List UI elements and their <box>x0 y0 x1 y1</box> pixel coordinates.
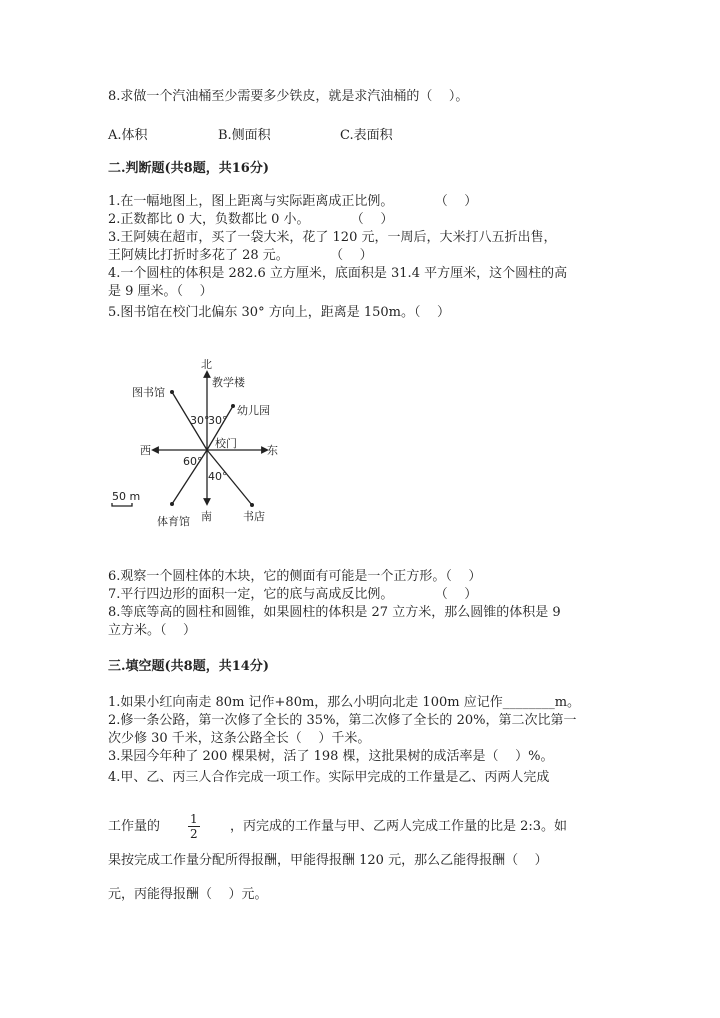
fill-line: 4.甲、乙、丙三人合作完成一项工作。实际甲完成的工作量是乙、丙两人完成 <box>108 770 550 785</box>
tf-line: 6.观察一个圆柱体的木块，它的侧面有可能是一个正方形。（ ） <box>108 569 482 584</box>
fraction-denominator: 2 <box>190 827 198 841</box>
question-8: 8.求做一个汽油桶至少需要多少铁皮，就是求汽油桶的（ ）。 <box>108 89 469 104</box>
scale-label: 50 m <box>112 490 141 503</box>
label-west: 西 <box>140 444 151 457</box>
section2-heading: 二.判断题(共8题，共16分) <box>108 161 269 176</box>
label-teaching-building: 教学楼 <box>212 376 245 389</box>
label-gym: 体育馆 <box>157 515 190 528</box>
fill-line: 1.如果小红向南走 80m 记作+80m，那么小明向北走 100m 应记作________m。 <box>108 695 581 710</box>
angle-bookstore: 40° <box>208 470 228 483</box>
label-north: 北 <box>201 358 212 371</box>
tf-line: 3.王阿姨在超市，买了一袋大米，花了 120 元，一周后，大米打八五折出售， <box>108 230 557 245</box>
tf-line: 5.图书馆在校门北偏东 30° 方向上，距离是 150m。（ ） <box>108 305 451 320</box>
angle-library: 30° <box>190 414 210 427</box>
option-b[interactable]: B.侧面积 <box>218 128 271 143</box>
fill-line: 元，丙能得报酬（ ）元。 <box>108 887 268 902</box>
tf-line: 王阿姨比打折时多花了 28 元。 （ ） <box>108 248 373 263</box>
label-east: 东 <box>267 444 278 457</box>
fraction-numerator: 1 <box>190 812 198 826</box>
angle-gym: 60° <box>183 455 203 468</box>
fill-line: ，丙完成的工作量与甲、乙两人完成工作量的比是 2:3。如 <box>230 819 568 834</box>
tf-line: 7.平行四边形的面积一定，它的底与高成反比例。 （ ） <box>108 587 478 602</box>
tf-line: 立方米。（ ） <box>108 623 197 638</box>
fill-line: 2.修一条公路，第一次修了全长的 35%，第二次修了全长的 20%，第二次比第一 <box>108 713 577 728</box>
label-school-gate: 校门 <box>215 437 237 450</box>
tf-line: 是 9 厘米。（ ） <box>108 284 213 299</box>
fill-line: 工作量的 <box>108 819 161 834</box>
tf-line: 1.在一幅地图上，图上距离与实际距离成正比例。 （ ） <box>108 194 478 209</box>
label-kindergarten: 幼儿园 <box>237 404 270 417</box>
option-a[interactable]: A.体积 <box>108 128 148 143</box>
label-library: 图书馆 <box>132 386 165 399</box>
fill-line: 果按完成工作量分配所得报酬，甲能得报酬 120 元，那么乙能得报酬（ ） <box>108 853 548 868</box>
fill-line: 次少修 30 千米，这条公路全长（ ）千米。 <box>108 731 371 746</box>
tf-line: 2.正数都比 0 大，负数都比 0 小。 （ ） <box>108 212 394 227</box>
direction-diagram <box>100 350 300 530</box>
section3-heading: 三.填空题(共8题，共14分) <box>108 659 269 674</box>
fraction-one-half <box>188 812 200 841</box>
label-south: 南 <box>201 510 212 523</box>
tf-line: 8.等底等高的圆柱和圆锥，如果圆柱的体积是 27 立方米，那么圆锥的体积是 9 <box>108 605 561 620</box>
fill-line: 3.果园今年种了 200 棵果树，活了 198 棵，这批果树的成活率是（ ）%。 <box>108 749 554 764</box>
angle-kindergarten: 30° <box>208 414 228 427</box>
label-bookstore: 书店 <box>243 510 265 523</box>
option-c[interactable]: C.表面积 <box>340 128 393 143</box>
tf-line: 4.一个圆柱的体积是 282.6 立方厘米，底面积是 31.4 平方厘米，这个圆柱的高 <box>108 266 568 281</box>
